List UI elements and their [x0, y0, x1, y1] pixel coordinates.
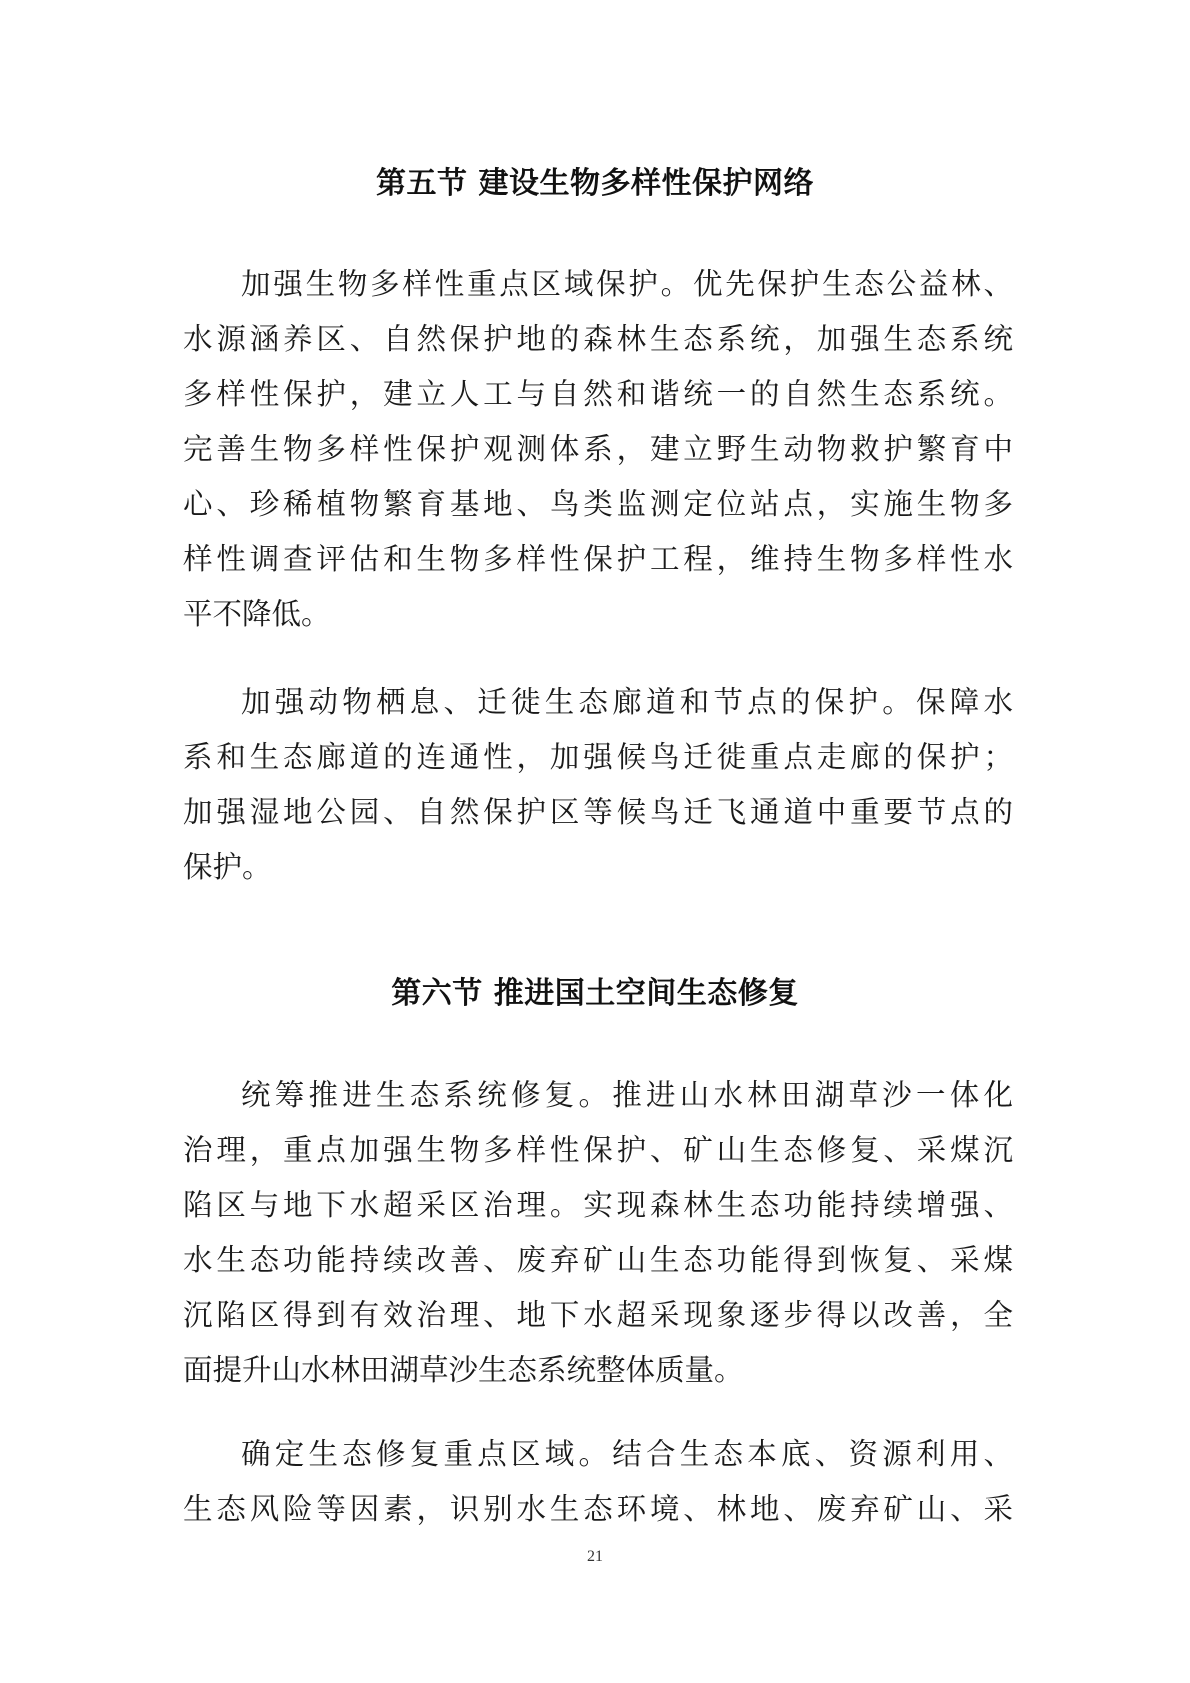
- paragraph-line: 生态风险等因素，识别水生态环境、林地、废弃矿山、采: [183, 1492, 1013, 1526]
- paragraph-line: 陷区与地下水超采区治理。实现森林生态功能持续增强、: [183, 1188, 1013, 1222]
- paragraph-line: 多样性保护，建立人工与自然和谐统一的自然生态系统。: [183, 377, 1013, 411]
- paragraph-line: 统筹推进生态系统修复。推进山水林田湖草沙一体化: [241, 1078, 1013, 1112]
- paragraph-line: 治理，重点加强生物多样性保护、矿山生态修复、采煤沉: [183, 1133, 1013, 1167]
- paragraph-line: 平不降低。: [183, 597, 331, 631]
- paragraph-line: 加强湿地公园、自然保护区等候鸟迁飞通道中重要节点的: [183, 795, 1013, 829]
- section-title-6: 第六节 推进国土空间生态修复: [391, 976, 799, 1011]
- paragraph-restoration-key-areas: [183, 1427, 1013, 1537]
- paragraph-line: 水源涵养区、自然保护地的森林生态系统，加强生态系统: [183, 322, 1013, 356]
- paragraph-line: 沉陷区得到有效治理、地下水超采现象逐步得以改善，全: [183, 1298, 1013, 1332]
- paragraph-line: 样性调查评估和生物多样性保护工程，维持生物多样性水: [183, 542, 1013, 576]
- paragraph-habitat-corridors: [183, 675, 1013, 895]
- paragraph-line: 面提升山水林田湖草沙生态系统整体质量。: [183, 1353, 744, 1387]
- paragraph-line: 加强生物多样性重点区域保护。优先保护生态公益林、: [241, 267, 1013, 301]
- paragraph-line: 系和生态廊道的连通性，加强候鸟迁徙重点走廊的保护；: [183, 740, 1013, 774]
- page-number: 21: [587, 1548, 603, 1565]
- paragraph-line: 完善生物多样性保护观测体系，建立野生动物救护繁育中: [183, 432, 1013, 466]
- paragraph-line: 心、珍稀植物繁育基地、鸟类监测定位站点，实施生物多: [183, 487, 1013, 521]
- paragraph-ecosystem-restoration: [183, 1068, 1013, 1398]
- section-title-5: 第五节 建设生物多样性保护网络: [376, 166, 814, 201]
- paragraph-biodiversity-key-areas: [183, 257, 1013, 642]
- paragraph-line: 加强动物栖息、迁徙生态廊道和节点的保护。保障水: [241, 685, 1013, 719]
- paragraph-line: 水生态功能持续改善、废弃矿山生态功能得到恢复、采煤: [183, 1243, 1013, 1277]
- paragraph-line: 确定生态修复重点区域。结合生态本底、资源利用、: [241, 1437, 1013, 1471]
- paragraph-line: 保护。: [183, 850, 272, 884]
